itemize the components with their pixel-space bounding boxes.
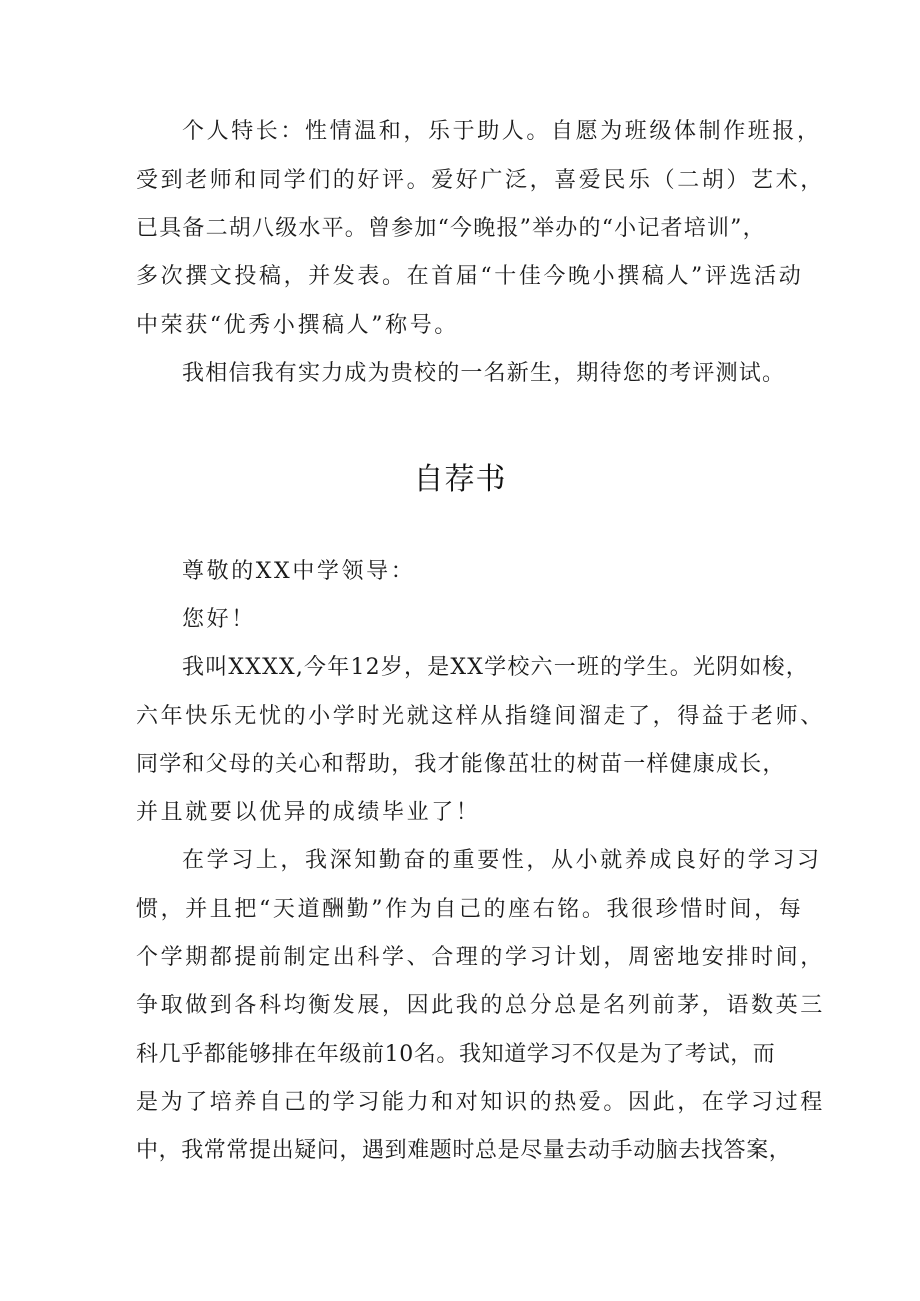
text-line: 我相信我有实力成为贵校的一名新生，期待您的考评测试。 xyxy=(182,361,786,386)
greeting: 您好！ xyxy=(182,607,256,632)
text-line: 惯，并且把“天道酬勤”作为自己的座右铭。我很珍惜时间，每 xyxy=(136,897,804,922)
text-line: 中荣获“优秀小撰稿人”称号。 xyxy=(136,313,459,338)
text-line: 是为了培养自己的学习能力和对知识的热爱。因此，在学习过程 xyxy=(136,1090,825,1115)
text-line: 多次撰文投稿，并发表。在首届“十佳今晚小撰稿人”评选活动 xyxy=(136,264,804,289)
text-line: 同学和父母的关心和帮助，我才能像茁壮的树苗一样健康成长， xyxy=(136,752,786,777)
text-line: 科几乎都能够排在年级前10名。我知道学习不仅是为了考试，而 xyxy=(136,1042,776,1067)
text-line: 个学期都提前制定出科学、合理的学习计划，周密地安排时间， xyxy=(136,945,825,970)
page-title: 自荐书 xyxy=(413,462,507,497)
text-line: 争取做到各科均衡发展，因此我的总分总是名列前茅，语数英三 xyxy=(136,993,825,1018)
text-line: 我叫XXXX,今年12岁，是XX学校六一班的学生。光阴如梭， xyxy=(182,655,809,680)
text-line: 并且就要以优异的成绩毕业了！ xyxy=(136,800,481,825)
text-line: 中，我常常提出疑问，遇到难题时总是尽量去动手动脑去找答案， xyxy=(136,1138,792,1163)
text-line: 在学习上，我深知勤奋的重要性，从小就养成良好的学习习 xyxy=(182,848,822,873)
text-line: 个人特长：性情温和，乐于助人。自愿为班级体制作班报， xyxy=(182,119,822,144)
text-line: 已具备二胡八级水平。曾参加“今晚报”举办的“小记者培训”， xyxy=(136,216,766,241)
salutation: 尊敬的XX中学领导： xyxy=(182,559,416,584)
text-line: 六年快乐无忧的小学时光就这样从指缝间溜走了，得益于老师、 xyxy=(136,704,825,729)
text-line: 受到老师和同学们的好评。爱好广泛，喜爱民乐（二胡）艺术， xyxy=(136,168,825,193)
